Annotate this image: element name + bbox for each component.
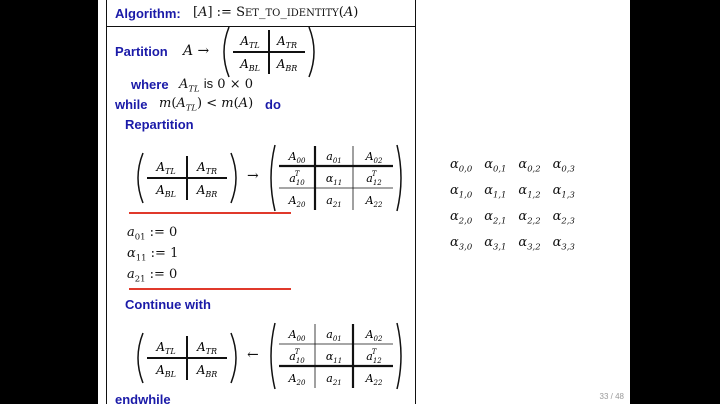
svg-text:A22: $A_{22}$ (365, 372, 383, 387)
svg-text:ABR: $A_{BR}$ (196, 363, 218, 379)
continue-label: Continue with (125, 297, 211, 312)
svg-text:a21: $a_{21}$ (326, 372, 342, 387)
svg-text:α11: $\alpha_{11}$ (325, 350, 343, 365)
svg-text:a10T: $a_{10}T$ (289, 170, 305, 187)
alpha-cell: $\alpha_{1,2}$ (518, 182, 541, 200)
algorithm-title-expr: [A] := SET_TO_IDENTITY(A) (193, 5, 359, 20)
alpha-cell: $\alpha_{3,3}$ (552, 234, 575, 252)
arrow-right-icon: → (247, 168, 259, 184)
partition-matrix (219, 24, 319, 80)
alpha-cell: $\alpha_{2,2}$ (518, 208, 541, 226)
svg-text:ATL: $A_{TL}$ (156, 340, 176, 356)
svg-text:A20: $A_{20}$ (288, 194, 306, 209)
alpha-cell: $\alpha_{1,0}$ (450, 182, 473, 200)
svg-text:ATL: $A_{TL}$ (156, 160, 176, 176)
svg-text:ATL: $A_{TL}$ (240, 34, 260, 50)
alpha-cell: $\alpha_{0,1}$ (484, 156, 507, 174)
svg-text:a12T: $a_{12}T$ (366, 348, 382, 365)
svg-text:ATR: $A_{TR}$ (276, 34, 298, 50)
red-rule-top (129, 212, 291, 214)
svg-text:A00: $A_{00}$ (288, 328, 306, 343)
svg-text:ATR: $A_{TR}$ (196, 160, 218, 176)
algorithm-box (106, 0, 416, 404)
endwhile-label: endwhile (115, 392, 171, 404)
alpha-row (444, 178, 581, 204)
svg-text:a10T: $a_{10}T$ (289, 348, 305, 365)
update-a01: $a_{01}$ := 0 (127, 225, 178, 242)
svg-text:a12T: $a_{12}T$ (366, 170, 382, 187)
continue-3x3 (267, 320, 405, 392)
partition-label: Partition (115, 44, 168, 59)
svg-text:ABL: $A_{BL}$ (156, 363, 176, 379)
alpha-cell: $\alpha_{3,2}$ (518, 234, 541, 252)
alpha-cell: $\alpha_{0,0}$ (450, 156, 473, 174)
alpha-cell: $\alpha_{3,1}$ (484, 234, 507, 252)
red-rule-bottom (129, 288, 291, 290)
svg-text:A02: $A_{02}$ (365, 150, 383, 165)
while-label: while (115, 97, 148, 112)
alpha-cell: $\alpha_{3,0}$ (450, 234, 473, 252)
continue-2x2 (133, 330, 241, 386)
repartition-label: Repartition (125, 117, 194, 132)
svg-text:a01: $a_{01}$ (326, 150, 342, 165)
while-expr: $m(A_{TL}) < m(A)$ (159, 96, 254, 113)
update-alpha11: $\alpha_{11}$ := 1 (127, 246, 179, 263)
update-a21: $a_{21}$ := 0 (127, 267, 178, 284)
svg-text:A22: $A_{22}$ (365, 194, 383, 209)
svg-text:α11: $\alpha_{11}$ (325, 172, 343, 187)
svg-text:ABL: $A_{BL}$ (240, 57, 260, 73)
alpha-cell: $\alpha_{0,2}$ (518, 156, 541, 174)
svg-text:A00: $A_{00}$ (288, 150, 306, 165)
svg-text:ATR: $A_{TR}$ (196, 340, 218, 356)
alpha-cell: $\alpha_{1,1}$ (484, 182, 507, 200)
alpha-row (444, 152, 581, 178)
alpha-cell: $\alpha_{0,3}$ (552, 156, 575, 174)
alpha-row (444, 204, 581, 230)
repartition-3x3 (267, 142, 405, 214)
alpha-row (444, 230, 581, 256)
where-expr: $A_{TL}$ is 0 × 0 (179, 76, 253, 94)
alpha-cell: $\alpha_{2,3}$ (552, 208, 575, 226)
svg-text:a01: $a_{01}$ (326, 328, 342, 343)
algorithm-label: Algorithm: (115, 6, 181, 21)
arrow-left-icon: ← (247, 347, 259, 363)
svg-text:ABR: $A_{BR}$ (196, 183, 218, 199)
svg-text:ABL: $A_{BL}$ (156, 183, 176, 199)
repartition-2x2 (133, 150, 241, 206)
slide (98, 0, 630, 404)
alpha-cell: $\alpha_{2,0}$ (450, 208, 473, 226)
where-label: where (131, 77, 169, 92)
svg-text:A20: $A_{20}$ (288, 372, 306, 387)
partition-expr: A → (183, 43, 210, 59)
page-number: 33 / 48 (599, 392, 624, 401)
do-label: do (265, 97, 281, 112)
svg-text:a21: $a_{21}$ (326, 194, 342, 209)
alpha-cell: $\alpha_{2,1}$ (484, 208, 507, 226)
svg-text:ABR: $A_{BR}$ (276, 57, 298, 73)
alpha-matrix (444, 152, 581, 256)
alpha-cell: $\alpha_{1,3}$ (552, 182, 575, 200)
svg-text:A02: $A_{02}$ (365, 328, 383, 343)
